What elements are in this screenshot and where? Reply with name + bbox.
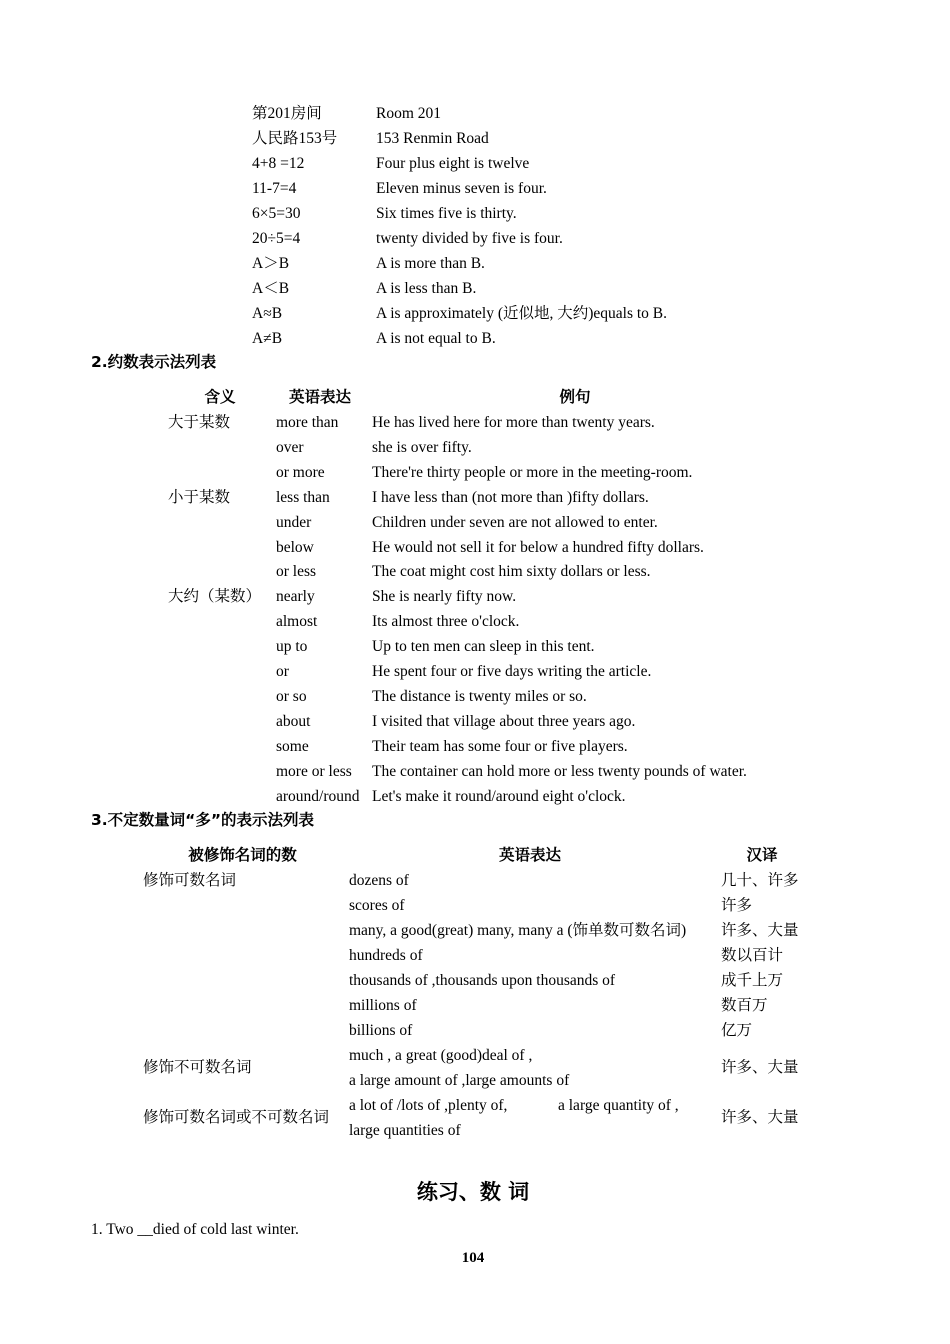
expression-english: A is approximately (近似地, 大约)equals to B. [376,305,668,322]
both-expression-1a: a lot of /lots of ,plenty of, [349,1097,508,1114]
expression-english: Eleven minus seven is four. [376,180,547,197]
expression-english: Six times five is thirty. [376,205,517,222]
countable-label: 修饰可数名词 [143,872,237,889]
both-expression-1b: a large quantity of , [558,1097,679,1114]
both-label: 修饰可数名词或不可数名词 [143,1109,330,1126]
approx-expression: less than [276,488,330,506]
expression-term: 11-7=4 [252,180,297,197]
approx-expression: nearly [276,588,315,606]
approx-example: Let's make it round/around eight o'clock. [372,787,626,805]
expression-english: A is not equal to B. [376,330,496,347]
expression-term: 人民路153号 [252,130,338,147]
approx-expression: below [276,538,314,556]
countable-chinese: 几十、许多 [721,872,799,889]
section3-header-expression: 英语表达 [498,846,561,864]
uncountable-chinese: 许多、大量 [721,1059,799,1076]
expression-english: twenty divided by five is four. [376,230,563,247]
approx-expression: over [276,438,304,456]
countable-expression: millions of [349,997,417,1014]
approx-example: He would not sell it for below a hundred fifty dollars. [372,538,704,556]
approx-expression: or [276,663,289,680]
countable-chinese: 数百万 [721,997,768,1014]
expression-term: A≈B [252,305,283,322]
both-chinese: 许多、大量 [721,1109,799,1126]
approx-expression: more than [276,414,339,431]
approx-example: I have less than (not more than )fifty dollars. [372,488,649,506]
expression-term: A＞B [252,255,290,272]
section3-header-chinese: 汉译 [746,846,778,864]
expression-term: A≠B [252,330,283,347]
expression-term: 第201房间 [252,105,322,122]
approx-example: The distance is twenty miles or so. [372,687,587,705]
section3-heading: 3.不定数量词“多”的表示法列表 [91,811,315,829]
expression-english: A is more than B. [376,255,485,272]
uncountable-label: 修饰不可数名词 [143,1059,252,1076]
approx-expression: around/round [276,787,360,805]
approx-expression: or so [276,687,307,705]
expression-english: 153 Renmin Road [376,130,489,147]
exercise-title: 练习、数 词 [416,1180,530,1204]
approx-example: Children under seven are not allowed to enter. [372,513,658,531]
approx-expression: under [276,513,312,531]
approx-example: she is over fifty. [372,438,472,456]
countable-chinese: 许多、大量 [721,922,799,939]
uncountable-expression-1: much , a great (good)deal of , [349,1047,533,1064]
section2-header-meaning: 含义 [204,388,236,406]
approx-expression: almost [276,613,318,631]
countable-chinese: 数以百计 [721,947,784,964]
approx-expression: or less [276,563,317,581]
approx-expression: or more [276,463,325,481]
expression-english: Room 201 [376,105,442,122]
expression-term: 6×5=30 [252,205,301,222]
approx-expression: more or less [276,762,352,780]
approx-expression: some [276,737,309,755]
approx-expression: about [276,712,311,730]
approx-example: The coat might cost him sixty dollars or less. [372,563,651,581]
countable-expression: scores of [349,897,405,914]
approx-example: There're thirty people or more in the meeting-room. [372,463,693,481]
countable-expression: many, a good(great) many, many a (饰单数可数名词) [349,922,687,939]
countable-expression: dozens of [349,872,409,889]
approx-example: The container can hold more or less twenty pounds of water. [372,762,747,780]
approx-example: I visited that village about three years ago. [372,712,636,730]
expression-english: A is less than B. [376,280,477,297]
expression-term: A＜B [252,280,290,297]
expression-english: Four plus eight is twelve [376,155,530,172]
countable-chinese: 成千上万 [721,972,784,989]
approx-meaning: 小于某数 [168,488,231,506]
countable-expression: billions of [349,1022,413,1039]
exercise-question-1: 1. Two __died of cold last winter. [91,1221,299,1238]
approx-example: Its almost three o'clock. [372,613,520,631]
approx-example: He spent four or five days writing the article. [372,663,652,680]
approx-meaning: 大于某数 [168,414,231,431]
approx-example: Their team has some four or five players. [372,737,628,755]
approx-example: She is nearly fifty now. [372,588,517,606]
approx-example: Up to ten men can sleep in this tent. [372,638,595,656]
section2-heading: 2.约数表示法列表 [91,353,217,371]
approx-meaning: 大约（某数） [168,588,262,606]
countable-chinese: 亿万 [721,1022,753,1039]
countable-chinese: 许多 [721,897,753,914]
section2-header-example: 例句 [559,388,591,406]
both-expression-2: large quantities of [349,1122,461,1139]
uncountable-expression-2: a large amount of ,large amounts of [349,1072,570,1089]
countable-expression: hundreds of [349,947,423,964]
section3-header-noun: 被修饰名词的数 [188,846,297,864]
expression-term: 4+8 =12 [252,155,305,172]
approx-example: He has lived here for more than twenty years. [372,414,655,431]
expression-term: 20÷5=4 [252,230,301,247]
approx-expression: up to [276,638,308,656]
countable-expression: thousands of ,thousands upon thousands of [349,972,616,989]
page-number: 104 [461,1250,485,1266]
section2-header-expression: 英语表达 [288,388,351,406]
